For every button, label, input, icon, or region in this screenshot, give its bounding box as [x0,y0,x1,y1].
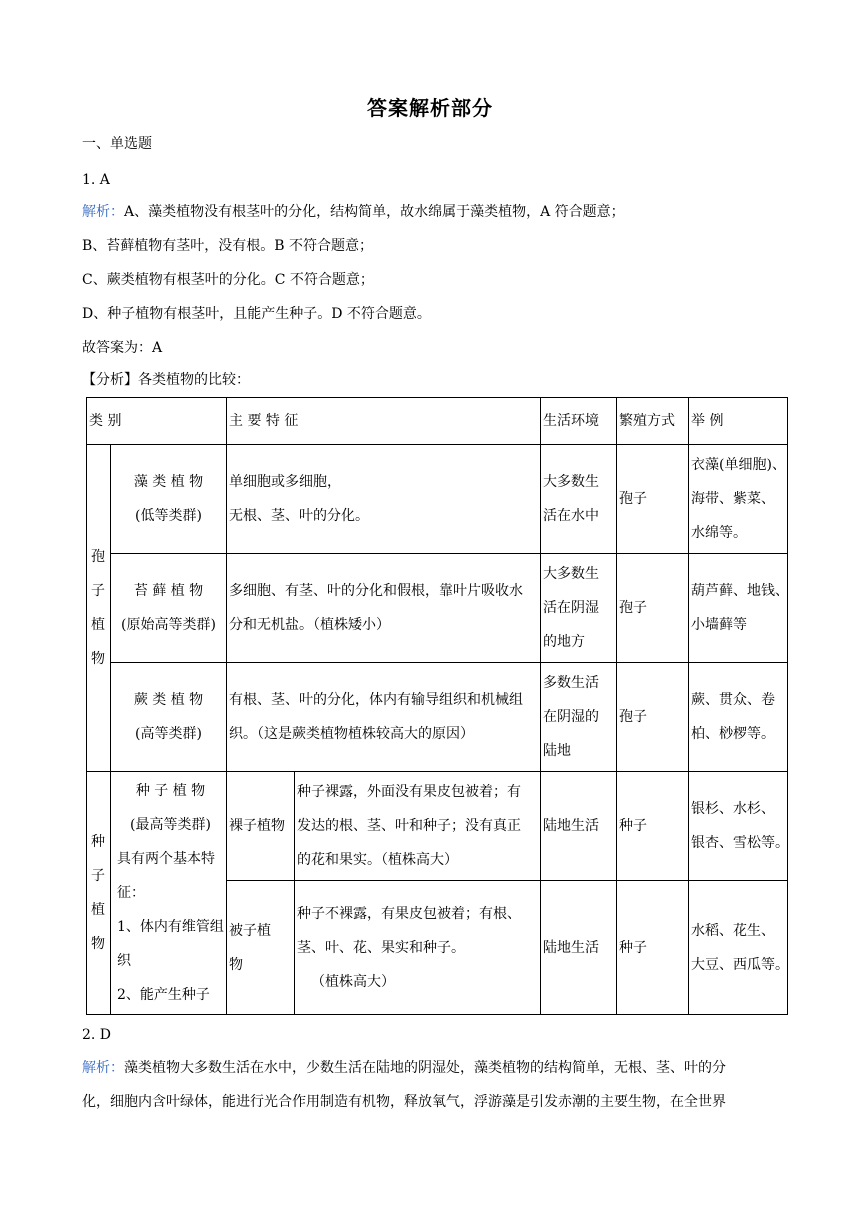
moss-examples: 葫芦藓、地钱、 小墙藓等 [689,554,788,663]
spore-plants-group-label: 孢 子 植 物 [87,445,111,772]
gymnosperm-examples: 银杉、水杉、 银杏、雪松等。 [689,772,788,881]
algae-habitat: 大多数生 活在水中 [541,445,617,554]
gymnosperm-label: 裸子植物 [227,772,295,881]
fern-habitat: 多数生活 在阴湿的 陆地 [541,663,617,772]
analysis-label: 解析： [82,1060,124,1076]
angiosperm-features: 种子不裸露，有果皮包被着；有根、 茎、叶、花、果实和种子。 （植株高大） [295,881,541,1015]
seed-plants-name: 种 子 植 物 (最高等类群) 具有两个基本特 征： 1、体内有维管组 织 2、能产生种子 [111,772,227,1015]
moss-name: 苔 藓 植 物 (原始高等类群) [111,554,227,663]
algae-features: 单细胞或多细胞， 无根、茎、叶的分化。 [227,445,541,554]
q2-line-2: 化，细胞内含叶绿体，能进行光合作用制造有机物，释放氧气，浮游藻是引发赤潮的主要生物，在全世界 [82,1094,726,1110]
header-reproduction: 繁殖方式 [617,398,689,445]
q2-number: 2. D [82,1027,112,1043]
q1-fenxi: 【分析】各类植物的比较： [82,372,250,388]
fern-examples: 蕨、贯众、卷 柏、桫椤等。 [689,663,788,772]
algae-examples: 衣藻(单细胞)、 海带、紫菜、 水绵等。 [689,445,788,554]
seed-plants-group-label: 种 子 植 物 [87,772,111,1015]
table-row [87,554,788,663]
q1-answer: 故答案为：A [82,340,163,356]
fern-name: 蕨 类 植 物 (高等类群) [111,663,227,772]
table-row [87,445,788,554]
plant-comparison-table [86,397,788,1015]
header-examples: 举 例 [689,398,788,445]
algae-reproduction: 孢子 [617,445,689,554]
table-row [87,772,788,881]
angiosperm-reproduction: 种子 [617,881,689,1015]
q2-analysis-line: 解析：藻类植物大多数生活在水中，少数生活在陆地的阴湿处，藻类植物的结构简单，无根、茎、叶的分 [82,1060,726,1076]
q1-number: 1. A [82,172,110,188]
analysis-label: 解析： [82,204,124,220]
moss-reproduction: 孢子 [617,554,689,663]
gymnosperm-features: 种子裸露，外面没有果皮包被着；有 发达的根、茎、叶和种子；没有真正 的花和果实。（植株高大） [295,772,541,881]
angiosperm-examples: 水稻、花生、 大豆、西瓜等。 [689,881,788,1015]
moss-habitat: 大多数生 活在阴湿 的地方 [541,554,617,663]
q1-line-b: B、苔藓植物有茎叶，没有根。B 不符合题意； [82,238,374,254]
angiosperm-habitat: 陆地生活 [541,881,617,1015]
header-category: 类 别 [87,398,227,445]
gymnosperm-habitat: 陆地生活 [541,772,617,881]
fern-features: 有根、茎、叶的分化，体内有输导组织和机械组 织。（这是蕨类植物植株较高大的原因） [227,663,541,772]
moss-features: 多细胞、有茎、叶的分化和假根，靠叶片吸收水 分和无机盐。（植株矮小） [227,554,541,663]
page-title: 答案解析部分 [367,96,493,120]
header-features: 主 要 特 征 [227,398,541,445]
algae-name: 藻 类 植 物 (低等类群) [111,445,227,554]
gymnosperm-reproduction: 种子 [617,772,689,881]
q1-analysis-line: 解析：A、藻类植物没有根茎叶的分化，结构简单，故水绵属于藻类植物，A 符合题意； [82,204,625,220]
fern-reproduction: 孢子 [617,663,689,772]
header-habitat: 生活环境 [541,398,617,445]
table-row [87,663,788,772]
section-heading: 一、单选题 [82,136,152,152]
angiosperm-label: 被子植 物 [227,881,295,1015]
table-header-row [87,398,788,445]
q1-line-c: C、蕨类植物有根茎叶的分化。C 不符合题意； [82,272,374,288]
q1-line-d: D、种子植物有根茎叶，且能产生种子。D 不符合题意。 [82,306,431,322]
